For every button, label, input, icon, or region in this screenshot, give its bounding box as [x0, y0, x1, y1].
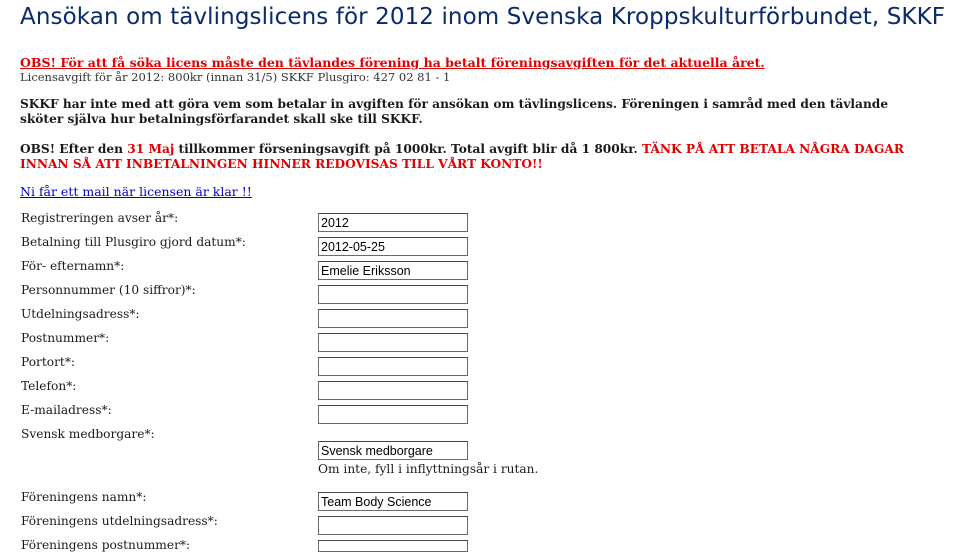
name-label: För- efternamn*:: [21, 259, 125, 273]
year-input[interactable]: [318, 213, 468, 232]
late-fee-prefix: OBS! Efter den: [20, 142, 128, 156]
pay-date-label: Betalning till Plusgiro gjord datum*:: [21, 235, 246, 249]
address-input[interactable]: [318, 309, 468, 328]
postnummer-label: Postnummer*:: [21, 331, 110, 345]
late-fee-middle: tillkommer förseningsavgift på 1000kr. Total avgift blir då 1 800kr.: [174, 142, 638, 156]
year-label: Registreringen avser år*:: [21, 211, 179, 225]
personnummer-label: Personnummer (10 siffror)*:: [21, 283, 196, 297]
citizen-label: Svensk medborgare*:: [21, 427, 155, 441]
skkf-payment-info: SKKF har inte med att göra vem som betalar in avgiften för ansökan om tävlingslicens. Föreningen i samråd med den tävlande sköter själva hur betalningsförfarandet skall ske till SKKF.: [20, 97, 889, 126]
club-address-input[interactable]: [318, 516, 468, 535]
email-label: E-mailadress*:: [21, 403, 112, 417]
email-input[interactable]: [318, 405, 468, 424]
club-postnummer-label: Föreningens postnummer*:: [21, 538, 191, 552]
obs-label: OBS!: [20, 55, 56, 70]
telefon-label: Telefon*:: [21, 379, 77, 393]
postort-label: Portort*:: [21, 355, 76, 369]
name-input[interactable]: [318, 261, 468, 280]
obs-notice: [20, 55, 765, 70]
address-label: Utdelningsadress*:: [21, 307, 140, 321]
club-address-label: Föreningens utdelningsadress*:: [21, 514, 218, 528]
postnummer-input[interactable]: [318, 333, 468, 352]
club-name-label: Föreningens namn*:: [21, 490, 147, 504]
pay-date-input[interactable]: [318, 237, 468, 256]
mail-link[interactable]: Ni får ett mail när licensen är klar !!: [20, 184, 252, 199]
citizen-input[interactable]: [318, 441, 468, 460]
late-fee-notice: [20, 142, 925, 172]
postort-input[interactable]: [318, 357, 468, 376]
fee-info: Licensavgift för år 2012: 800kr (innan 31/5) SKKF Plusgiro: 427 02 81 - 1: [20, 70, 451, 84]
club-postnummer-input[interactable]: [318, 540, 468, 552]
citizen-note: Om inte, fyll i inflyttningsår i rutan.: [318, 462, 539, 476]
obs-text: För att få söka licens måste den tävlandes förening ha betalt föreningsavgiften för det aktuella året.: [55, 55, 765, 70]
page-title: Ansökan om tävlingslicens för 2012 inom Svenska Kroppskulturförbundet, SKKF: [20, 4, 946, 30]
personnummer-input[interactable]: [318, 285, 468, 304]
late-fee-date: 31 Maj: [127, 142, 175, 156]
club-name-input[interactable]: [318, 492, 468, 511]
late-fee-warning: TÄNK PÅ ATT BETALA NÅGRA DAGAR INNAN SÅ ATT INBETALNINGEN HINNER REDOVISAS TILL VÅRT KONTO!!: [20, 142, 904, 171]
telefon-input[interactable]: [318, 381, 468, 400]
